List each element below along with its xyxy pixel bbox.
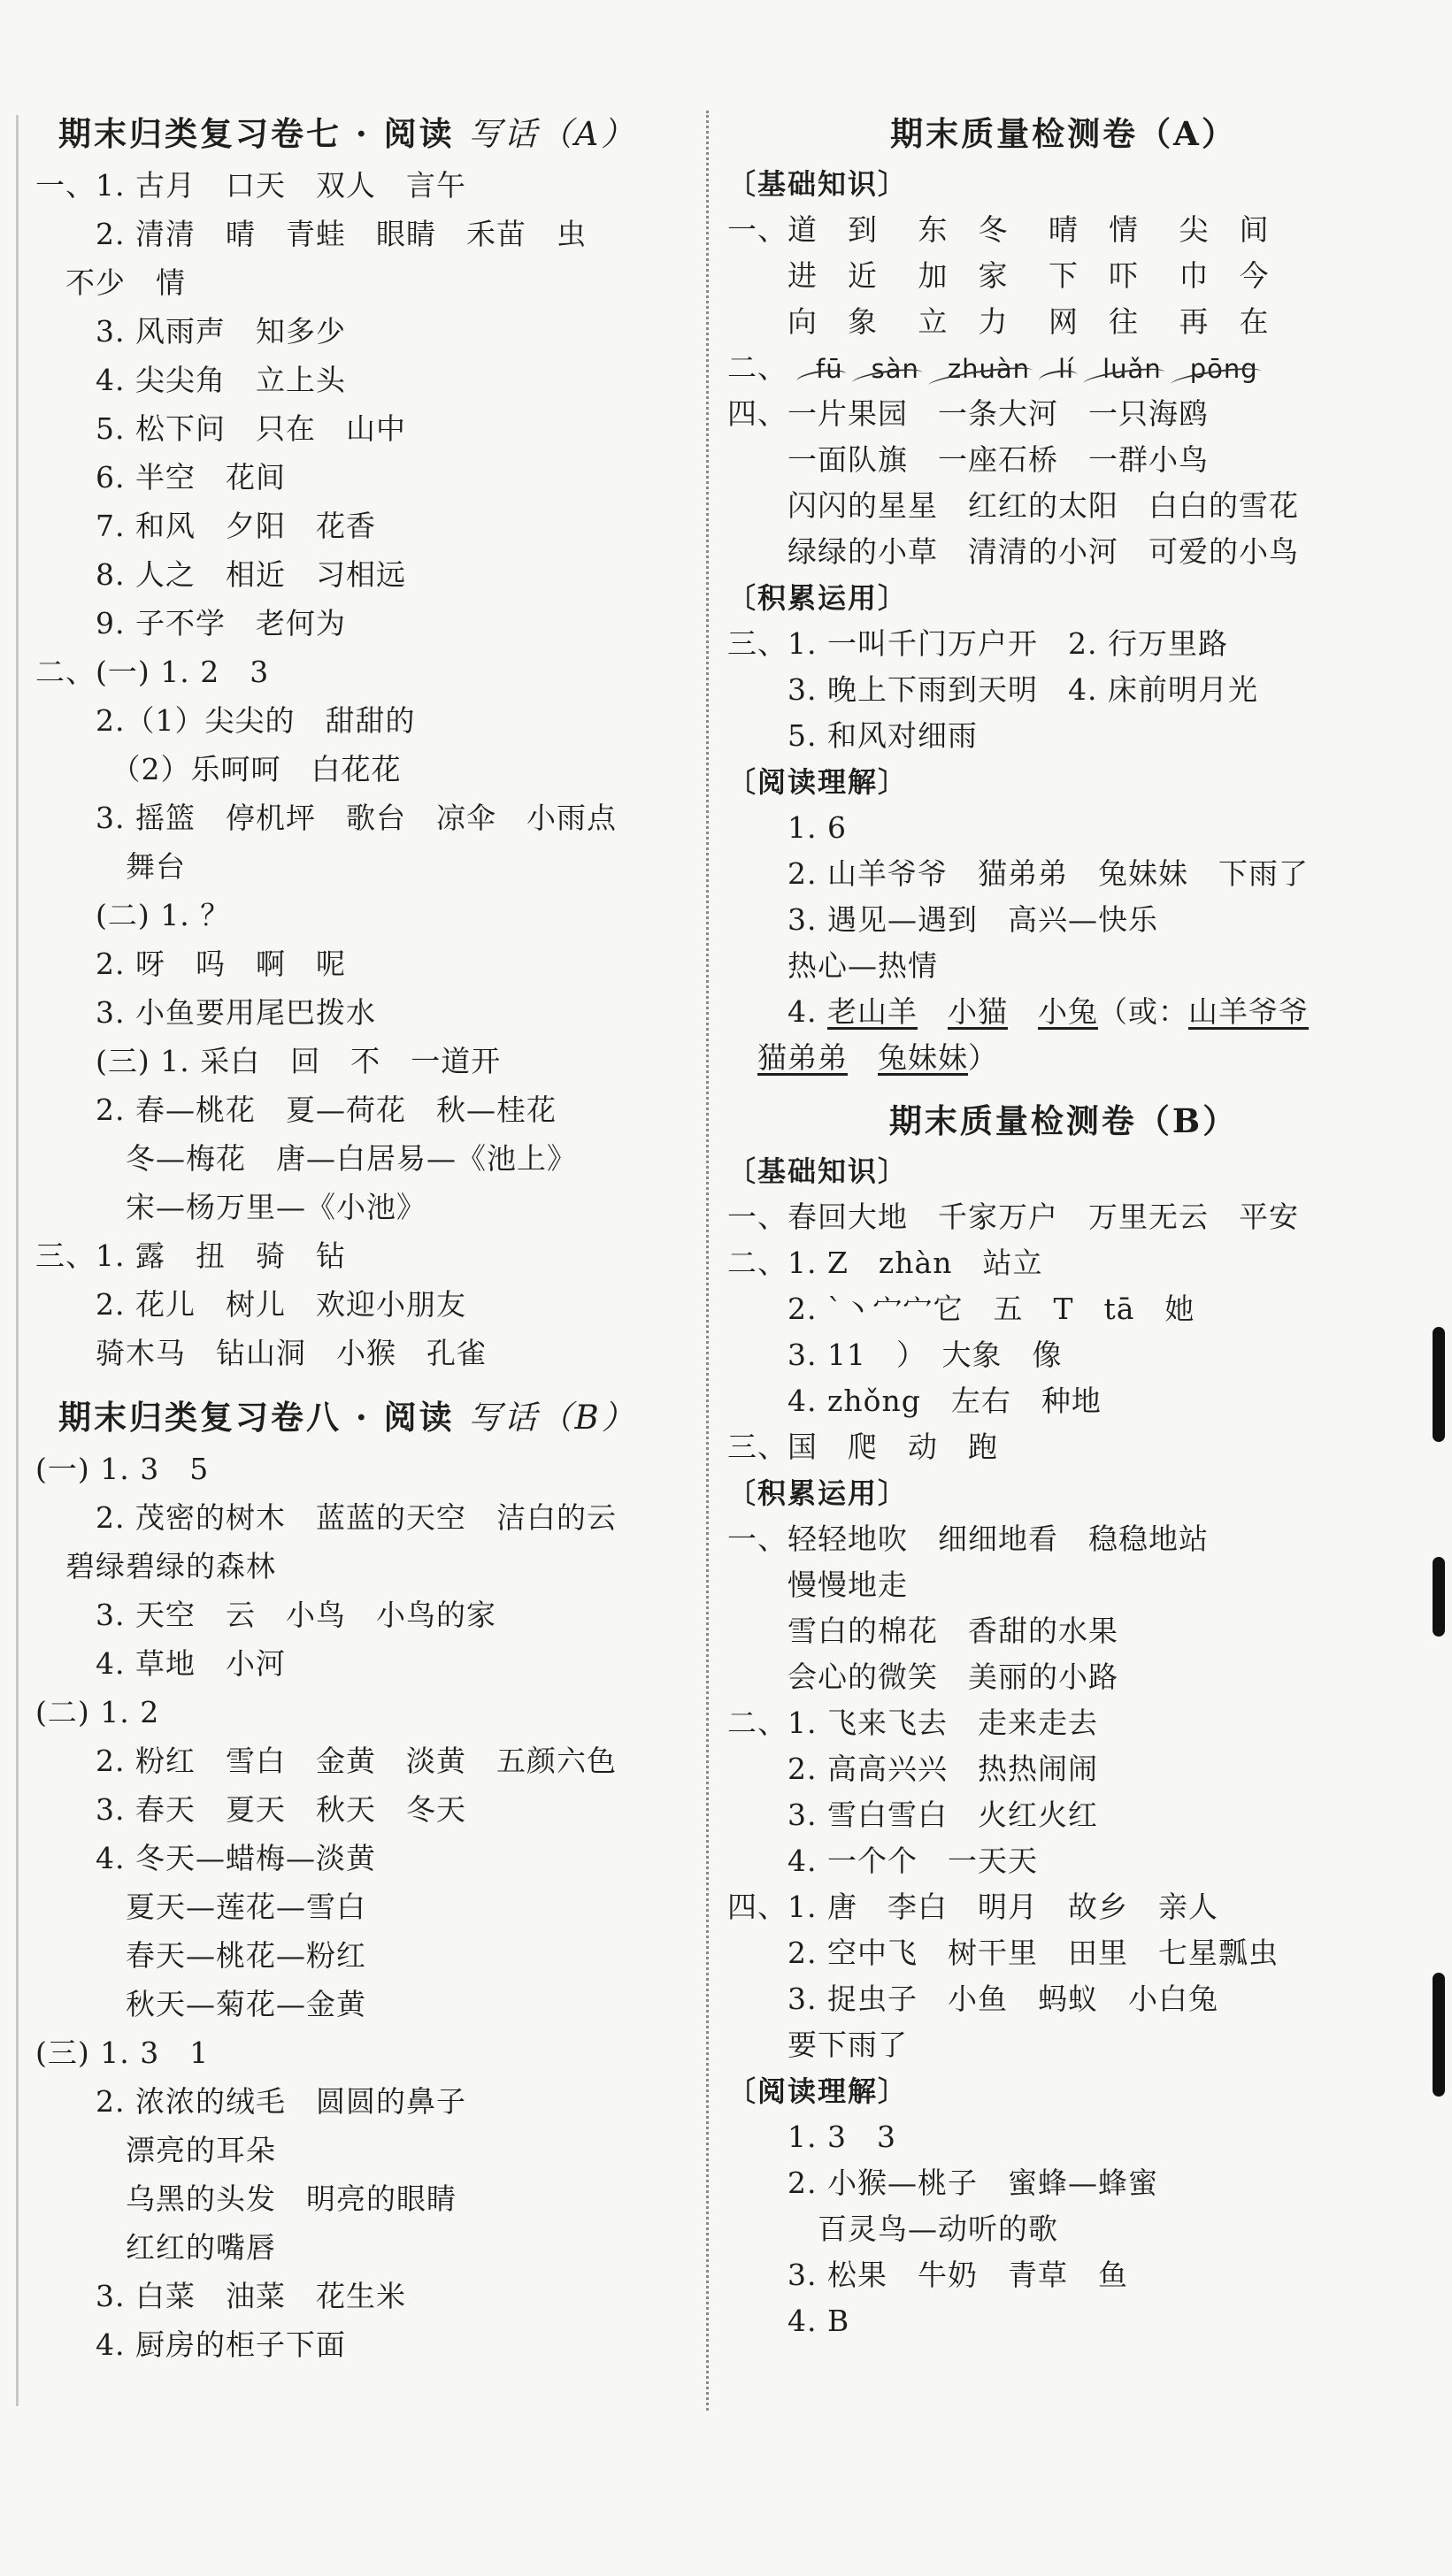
answer-line: 4. 一个个 一天天 (727, 1844, 1038, 1878)
answer-line: 3. 晚上下雨到天明 4. 床前明月光 (727, 672, 1258, 707)
answer-line: 慢慢地走 (727, 1568, 908, 1602)
answer-line-underlined: 猫弟弟 兔妹妹） (757, 1040, 998, 1075)
answer-line: (二) 1. ？ (35, 898, 231, 932)
answer-line: 4. 冬天—蜡梅—淡黄 (35, 1841, 376, 1875)
answer-line: 2. 高高兴兴 热热闹闹 (727, 1752, 1098, 1786)
review-8-answers (35, 1445, 699, 2369)
answer-line: 一面队旗 一座石桥 一群小鸟 (727, 442, 1209, 477)
answer-line: 不少 情 (35, 265, 186, 300)
answer-line: 绿绿的小草 清清的小河 可爱的小鸟 (727, 534, 1299, 569)
answer-line: 8. 人之 相近 习相远 (35, 557, 406, 592)
answer-line: 3. 天空 云 小鸟 小鸟的家 (35, 1598, 496, 1632)
answer-line: 6. 半空 花间 (35, 460, 286, 494)
answer-line: 二、1. 飞来飞去 走来走去 (727, 1706, 1098, 1740)
answer-line: 碧绿碧绿的森林 (35, 1549, 276, 1583)
section-label-accumulate: 〔积累运用〕 (727, 581, 909, 615)
answer-line: 秋天—菊花—金黄 (35, 1987, 366, 2021)
answer-line: 3. 摇篮 停机坪 歌台 凉伞 小雨点 (35, 801, 617, 835)
answer-line: 2. 呀 吗 啊 呢 (35, 947, 346, 981)
pinyin-item: pōng (1190, 346, 1258, 392)
answer-line: 4. 尖尖角 立上头 (35, 363, 346, 397)
answer-line: 9. 子不学 老何为 (35, 606, 346, 640)
pinyin-item: lí (1058, 346, 1074, 392)
answer-line: 3. 11 ） 大象 像 (727, 1338, 1063, 1372)
answer-line: 2. 清清 晴 青蛙 眼睛 禾苗 虫 (35, 217, 587, 251)
answer-line: 4. 厨房的柜子下面 (35, 2327, 346, 2362)
page-edge-line (16, 115, 19, 2406)
answer-line: 三、1. 一叫千门万户开 2. 行万里路 (727, 626, 1228, 661)
answer-line: 3. 雪白雪白 火红火红 (727, 1798, 1098, 1832)
review-8-title: 期末归类复习卷八 · 阅读 写话（B） (58, 1398, 637, 1437)
answer-line: 宋—杨万里—《小池》 (35, 1190, 426, 1224)
answer-line: 进 近 加 家 下 吓 巾 今 (727, 258, 1270, 293)
section-label-basic: 〔基础知识〕 (727, 1154, 909, 1188)
answer-line: 乌黑的头发 明亮的眼睛 (35, 2181, 457, 2216)
left-column (35, 106, 699, 2369)
test-a-title: 期末质量检测卷（A） (890, 114, 1237, 153)
answer-line: 百灵鸟—动听的歌 (727, 2212, 1058, 2246)
answer-line: 2. 小猴—桃子 蜜蜂—蜂蜜 (727, 2166, 1158, 2200)
answer-line: 三、1. 露 扭 骑 钻 (35, 1238, 346, 1273)
answer-line: 舞台 (35, 849, 186, 884)
answer-line: 2. 春—桃花 夏—荷花 秋—桂花 (35, 1092, 557, 1127)
answer-line: 2. 花儿 树儿 欢迎小朋友 (35, 1287, 466, 1322)
answer-line: 5. 松下问 只在 山中 (35, 411, 406, 446)
answer-line: 2. 浓浓的绒毛 圆圆的鼻子 (35, 2084, 466, 2119)
answer-line: 要下雨了 (727, 2028, 908, 2062)
pinyin-item: zhuàn (948, 346, 1030, 392)
answer-line: （2）乐呵呵 白花花 (35, 752, 402, 786)
edge-mark (1433, 1327, 1445, 1442)
section-label-basic: 〔基础知识〕 (727, 167, 909, 201)
answer-line: 4. zhǒng 左右 种地 (727, 1384, 1102, 1418)
answer-line: 4. B (727, 2304, 850, 2338)
answer-line: 向 象 立 力 网 往 再 在 (727, 304, 1270, 339)
answer-line: (一) 1. 3 5 (35, 1452, 210, 1486)
answer-line: 2. 粉红 雪白 金黄 淡黄 五颜六色 (35, 1744, 617, 1778)
answer-line: 四、一片果园 一条大河 一只海鸥 (727, 396, 1209, 431)
test-b-title: 期末质量检测卷（B） (888, 1101, 1239, 1140)
answer-line: 一、1. 古月 口天 双人 言午 (35, 168, 466, 203)
section-label-accumulate: 〔积累运用〕 (727, 1476, 909, 1510)
answer-line: 夏天—莲花—雪白 (35, 1890, 366, 1924)
answer-line: 3. 风雨声 知多少 (35, 314, 346, 349)
answer-line: 2. 空中飞 树干里 田里 七星瓢虫 (727, 1936, 1279, 1970)
answer-line: (三) 1. 采白 回 不 一道开 (35, 1044, 502, 1078)
answer-line: 2.（1）尖尖的 甜甜的 (35, 703, 416, 738)
answer-line-underlined: 4. 老山羊 小猫 小兔（或：山羊爷爷 (727, 994, 1309, 1029)
section-label-reading: 〔阅读理解〕 (727, 765, 909, 799)
answer-line: 红红的嘴唇 (35, 2230, 276, 2265)
answer-line: 漂亮的耳朵 (35, 2133, 276, 2167)
answer-line: 二、(一) 1. 2 3 (35, 655, 270, 689)
answer-line: 一、轻轻地吹 细细地看 稳稳地站 (727, 1522, 1209, 1556)
answer-line: 2. ˋ丶宀宀它 五 T tā 她 (727, 1292, 1195, 1326)
answer-line: 冬—梅花 唐—白居易—《池上》 (35, 1141, 577, 1176)
answer-line: 一、春回大地 千家万户 万里无云 平安 (727, 1200, 1299, 1234)
answer-line: 3. 松果 牛奶 青草 鱼 (727, 2258, 1128, 2292)
answer-line: 3. 春天 夏天 秋天 冬天 (35, 1792, 466, 1827)
answer-line: 3. 小鱼要用尾巴拨水 (35, 995, 376, 1030)
review-7-answers (35, 161, 699, 1377)
pinyin-item: fū (816, 346, 843, 392)
answer-line: 5. 和风对细雨 (727, 718, 978, 753)
answer-line: 二、1. Z zhàn 站立 (727, 1246, 1043, 1280)
review-7-title: 期末归类复习卷七 · 阅读 写话（A） (58, 114, 637, 153)
answer-line: 3. 遇见—遇到 高兴—快乐 (727, 902, 1158, 937)
answer-line: 3. 捉虫子 小鱼 蚂蚁 小白兔 (727, 1982, 1218, 2016)
pinyin-answer-line: 二、 fū sàn zhuàn lí luǎn pōng (727, 345, 1400, 391)
answer-line: 一、道 到 东 冬 晴 情 尖 间 (727, 212, 1270, 247)
answer-line: 2. 茂密的树木 蓝蓝的天空 洁白的云 (35, 1500, 617, 1535)
edge-mark (1433, 1557, 1445, 1637)
answer-line: 闪闪的星星 红红的太阳 白白的雪花 (727, 488, 1299, 523)
answer-line: 四、1. 唐 李白 明月 故乡 亲人 (727, 1890, 1218, 1924)
answer-line: 春天—桃花—粉红 (35, 1938, 366, 1973)
answer-line: 雪白的棉花 香甜的水果 (727, 1614, 1118, 1648)
answer-line: 1. 6 (727, 810, 847, 845)
answer-line: 骑木马 钻山洞 小猴 孔雀 (35, 1336, 487, 1370)
column-divider (706, 111, 709, 2411)
pinyin-item: sàn (872, 346, 919, 392)
answer-line: 4. 草地 小河 (35, 1646, 286, 1681)
answer-line: 三、国 爬 动 跑 (727, 1430, 998, 1464)
answer-line: 1. 3 3 (727, 2120, 896, 2154)
answer-line: 热心—热情 (727, 948, 938, 983)
answer-line: 3. 白菜 油菜 花生米 (35, 2279, 406, 2313)
right-column (727, 106, 1400, 2344)
answer-line: 会心的微笑 美丽的小路 (727, 1660, 1118, 1694)
answer-line: (二) 1. 2 (35, 1695, 160, 1729)
pinyin-item: luǎn (1102, 346, 1162, 392)
answer-line: 2. 山羊爷爷 猫弟弟 兔妹妹 下雨了 (727, 856, 1309, 891)
answer-line: (三) 1. 3 1 (35, 2036, 210, 2070)
answer-line: 7. 和风 夕阳 花香 (35, 509, 376, 543)
section-label-reading: 〔阅读理解〕 (727, 2074, 909, 2108)
edge-mark (1433, 1973, 1445, 2097)
